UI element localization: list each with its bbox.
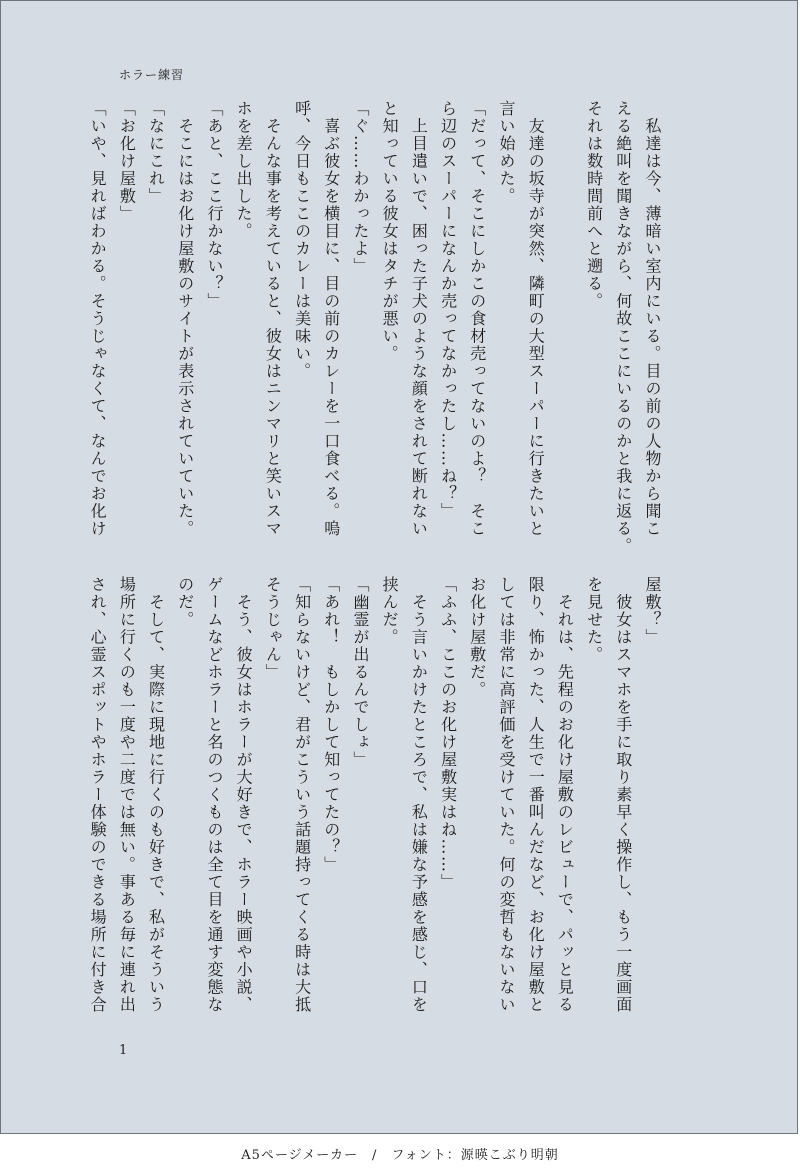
text-line: 友達の坂寺が突然、隣町の大型スーパーに行きたいと (526, 100, 546, 538)
text-block-top (88, 100, 667, 555)
text-line: ホを差し出した。 (234, 100, 254, 240)
text-line: しては非常に高評価を受けていた。何の変哲もないない (496, 576, 516, 1014)
text-line: 「なにこれ」 (146, 100, 166, 205)
text-line: 上目遣いで、困った子犬のような顔をされて断れない (409, 100, 429, 538)
text-line: 彼女はスマホを手に取り素早く操作し、もう一度画面 (613, 576, 633, 1014)
text-block-bottom (88, 576, 667, 1016)
text-line: 「お化け屋敷」 (117, 100, 137, 223)
text-line: お化け屋敷だ。 (467, 576, 487, 699)
text-line: 「ぐ……わかったよ」 (350, 100, 370, 275)
text-line: のだ。 (175, 576, 195, 629)
text-line: 「ふふ、ここのお化け屋敷実はね……」 (438, 576, 458, 891)
text-line: を見せた。 (584, 576, 604, 664)
running-header: ホラー練習 (119, 68, 185, 82)
text-line: 「いや、見ればわかる。そうじゃなくて、なんでお化け (88, 100, 108, 538)
page-number: 1 (119, 1043, 128, 1058)
footer-credit: A5ページメーカー / フォント：源暎こぶり明朝 (241, 1148, 559, 1163)
text-line (550, 100, 579, 538)
text-line: ゲームなどホラーと名のつくものは全て目を通す変態な (204, 576, 224, 1014)
text-line: 「あれ！ もしかして知ってたの？」 (321, 576, 341, 874)
text-line: そう、彼女はホラーが大好きで、ホラー映画や小説、 (234, 576, 254, 1014)
text-line: と知っている彼女はタチが悪い。 (380, 100, 400, 363)
text-line: える絶叫を聞きながら、何故ここにいるのかと我に返る。 (613, 100, 633, 555)
text-line: そして、実際に現地に行くのも好きで、私がそういう (146, 576, 166, 1014)
app-footer (0, 1134, 800, 1171)
text-line: そこにはお化け屋敷のサイトが表示されていていた。 (175, 100, 195, 538)
text-line: それは、先程のお化け屋敷のレビューで、パッと見る (555, 576, 575, 1014)
text-line: そう言いかけたところで、私は嫌な予感を感じ、口を (409, 576, 429, 1014)
text-line: 「幽霊が出るんでしょ」 (350, 576, 370, 769)
text-line: 「あと、ここ行かない？」 (204, 100, 224, 310)
text-line: され、心霊スポットやホラー体験のできる場所に付き合 (88, 576, 108, 1014)
text-line: ら辺のスーパーになんか売ってなかったし……ね？」 (438, 100, 458, 520)
text-line: 屋敷？」 (643, 576, 662, 646)
text-line: そんな事を考えていると、彼女はニンマリと笑いスマ (263, 100, 283, 538)
text-line: そうじゃん」 (263, 576, 283, 681)
text-line: 「知らないけど、君がこういう話題持ってくる時は大抵 (292, 576, 312, 1014)
text-line: 呼、今日もここのカレーは美味い。 (292, 100, 312, 380)
text-line: 私達は今、薄暗い室内にいる。目の前の人物から聞こ (643, 100, 662, 538)
text-line: 場所に行くのも一度や二度では無い。事ある毎に連れ出 (117, 576, 137, 1014)
text-line: 限り、怖かった、人生で一番叫んだなど、お化け屋敷と (526, 576, 546, 1014)
text-line: 喜ぶ彼女を横目に、目の前のカレーを一口食べる。嗚 (321, 100, 341, 538)
text-line: 「だって、そこにしかこの食材売ってないのよ？ そこ (467, 100, 487, 538)
text-line: 言い始めた。 (496, 100, 516, 205)
text-line: それは数時間前へと遡る。 (584, 100, 604, 310)
text-line: 挟んだ。 (380, 576, 400, 646)
